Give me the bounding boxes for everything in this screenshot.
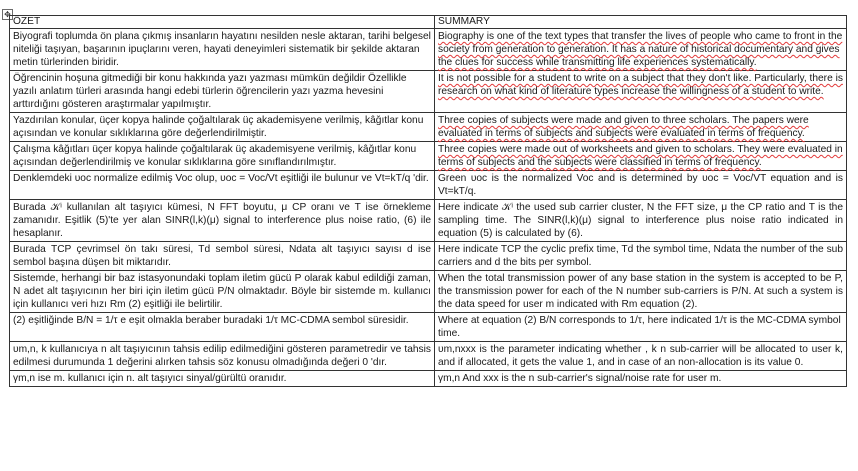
table-row xyxy=(10,200,847,242)
turkish-cell[interactable]: Çalışma kâğıtları üçer kopya halinde çoğaltılarak üç akademisyene verilmiş, kâğıtlar konu açısından değerlendirilmiş ve konular sıklıklarına göre sınıflandırılmıştır. xyxy=(10,142,435,171)
table-row xyxy=(10,29,847,71)
table-move-handle[interactable]: ✥ xyxy=(2,9,13,20)
turkish-cell[interactable]: Burada TCP çevrimsel ön takı süresi, Td sembol süresi, Ndata alt taşıyıcı sayısı d ise sembol başına düşen bit miktarıdır. xyxy=(10,242,435,271)
english-cell[interactable]: γm,n And xxx is the n sub-carrier's signal/noise rate for user m. xyxy=(435,371,847,387)
english-cell[interactable]: Three copies were made out of worksheets and given to scholars. They were evaluated in terms of subjects and the subjects were classified in terms of frequency. xyxy=(435,142,847,171)
table-row xyxy=(10,371,847,387)
turkish-cell[interactable]: Denklemdeki υoc normalize edilmiş Voc olup, υoc = Voc/Vt eşitliği ile bulunur ve Vt=kT/q 'dir. xyxy=(10,171,435,200)
turkish-cell[interactable]: γm,n ise m. kullanıcı için n. alt taşıyıcı sinyal/gürültü oranıdır. xyxy=(10,371,435,387)
header-summary[interactable]: SUMMARY xyxy=(435,16,847,29)
turkish-cell[interactable]: Sistemde, herhangi bir baz istasyonundaki toplam iletim gücü P olarak kabul edildiği zaman, N adet alt taşıyıcının her biri için iletim gücü P/N olmaktadır. Böyle bir sistemde m. kullanıcı için kullanıcı veri hızı Rm (2) eşitliği ile belirtilir. xyxy=(10,271,435,313)
english-cell[interactable]: Where at equation (2) B/N corresponds to 1/τ, here indicated 1/τ is the MC-CDMA symbol time. xyxy=(435,313,847,342)
english-cell[interactable]: Green υoc is the normalized Voc and is determined by υoc = Voc/VT equation and is Vt=kT/q. xyxy=(435,171,847,200)
english-cell[interactable]: Biography is one of the text types that transfer the lives of people who came to front in the society from generation to generation. It has a nature of historical documentary and gives the clues for success while transmitting life experiences systematically. xyxy=(435,29,847,71)
english-cell[interactable]: Here indicate 𝒦ᶦ the used sub carrier cluster, N the FFT size, μ the CP ratio and T is the sampling time. The SINR(l,k)(μ) signal to interference plus noise ratio indicated in equation (5) is calculated by (6). xyxy=(435,200,847,242)
document-table-container xyxy=(9,15,846,387)
table-row xyxy=(10,142,847,171)
english-cell[interactable]: υm,nxxx is the parameter indicating whether , k n sub-carrier will be allocated to user k, and if allocated, it gets the value 1, and in case of an non-allocation is its value 0. xyxy=(435,342,847,371)
turkish-cell[interactable]: (2) eşitliğinde B/N = 1/τ e eşit olmakla beraber buradaki 1/τ MC-CDMA sembol süresidir. xyxy=(10,313,435,342)
english-cell[interactable]: Here indicate TCP the cyclic prefix time, Td the symbol time, Ndata the number of the sub carriers and d the bits per symbol. xyxy=(435,242,847,271)
table-row xyxy=(10,242,847,271)
english-cell[interactable]: Three copies of subjects were made and given to three scholars. The papers were evaluated in terms of subjects and subjects were evaluated in terms of frequency. xyxy=(435,113,847,142)
turkish-cell[interactable]: Yazdırılan konular, üçer kopya halinde çoğaltılarak üç akademisyene verilmiş, kâğıtlar konu açısından ve konular sıklıklarına göre değerlendirilmiştir. xyxy=(10,113,435,142)
table-header-row xyxy=(10,16,847,29)
table-row xyxy=(10,271,847,313)
turkish-cell[interactable]: Biyografi toplumda ön plana çıkmış insanların hayatını nesilden nesle aktaran, tarihi belgesel niteliği taşıyan, başarının ipuçlarını veren, hayati deneyimleri sistematik bir şekilde aktaran metin türlerinden biridir. xyxy=(10,29,435,71)
table-row xyxy=(10,342,847,371)
turkish-cell[interactable]: Burada 𝒦ᶦ kullanılan alt taşıyıcı kümesi, N FFT boyutu, μ CP oranı ve T ise örnekleme zamanıdır. Eşitlik (5)'te yer alan SINR(l,k)(μ) signal to interference plus noise ratio, (6) ile hesaplanır. xyxy=(10,200,435,242)
turkish-cell[interactable]: υm,n, k kullanıcıya n alt taşıyıcının tahsis edilip edilmediğini gösteren parametredir ve tahsis edilmesi durumunda 1 değerini alırken tahsis söz konusu olmadığında değeri 0 'dır. xyxy=(10,342,435,371)
english-cell[interactable]: When the total transmission power of any base station in the system is accepted to be P, the transmission power for each of the N number sub-carriers is P/N. At such a system is the data speed for user m indicated with Rm equation (2). xyxy=(435,271,847,313)
translation-table xyxy=(9,15,847,387)
table-row xyxy=(10,171,847,200)
turkish-cell[interactable]: Öğrencinin hoşuna gitmediği bir konu hakkında yazı yazması mümkün değildir Özellikle yazılı anlatım türleri arasında hangi edebi türlerin öğrencilerin yazı yazma hevesini arttırdığını gösteren araştırmalar yapılmıştır. xyxy=(10,71,435,113)
table-row xyxy=(10,313,847,342)
table-row xyxy=(10,113,847,142)
table-row xyxy=(10,71,847,113)
english-cell[interactable]: It is not possible for a student to write on a subject that they don't like. Particularly, there is research on what kind of literature types increase the willingness of a student to write. xyxy=(435,71,847,113)
header-ozet[interactable]: ÖZET xyxy=(10,16,435,29)
